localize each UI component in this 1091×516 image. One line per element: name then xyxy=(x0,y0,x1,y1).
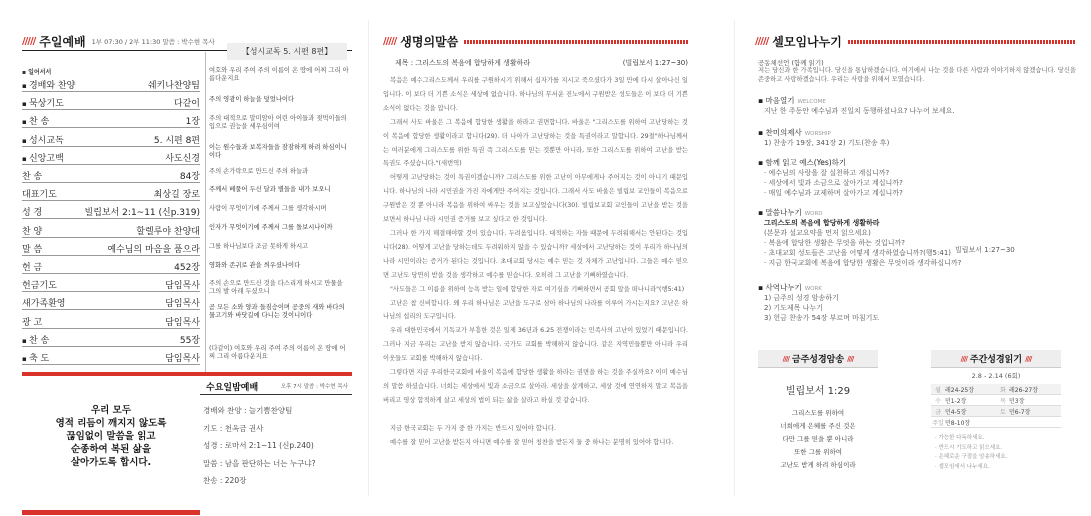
worship-order-row xyxy=(22,207,200,219)
worship-order-value: 452장 xyxy=(174,263,200,273)
responsive-line: 사람이 무엇이기에 주께서 그를 생각하시며 xyxy=(209,205,327,212)
worship-order-row xyxy=(22,171,200,183)
cell-section-heading xyxy=(758,207,1076,218)
cell-section xyxy=(758,207,1076,268)
worship-order-row xyxy=(22,116,200,128)
worship-order-row xyxy=(22,226,200,238)
cell-section-line: · 초대교회 성도들은 고난을 어떻게 생각하였습니까?(행5:41) xyxy=(764,249,952,257)
worship-schedule: 1부 07:30 / 2부 11:30 말씀 : 박수현 목사 xyxy=(91,38,215,46)
stand-up-label: ▪ 일어서서 xyxy=(22,69,52,76)
sermon-paragraph: 예수를 잘 믿어 고난을 받든지 아니면 예수를 잘 믿어 칭찬을 받든지 둘 중 하나는 분명히 있어야 합니다. xyxy=(390,438,674,446)
motto-line: 우리 모두 xyxy=(90,405,131,416)
wednesday-service-item: 찬송 : 220장 xyxy=(203,476,247,485)
responsive-line: 주의 영광이 하늘을 덮었나이다 xyxy=(209,96,295,103)
worship-order-value: 최상길 장로 xyxy=(153,190,200,201)
worship-order-label: 대표기도 xyxy=(22,190,57,201)
divider xyxy=(205,52,206,372)
bible-reading-header xyxy=(931,350,1061,368)
responsive-line: 주의 대적으로 말미암아 어린 아이들과 젖먹이들의 입으로 권능을 세우심이여 xyxy=(209,115,347,130)
header-slash-mark: //// xyxy=(960,354,967,363)
bible-reading-passage: 레24-25장 xyxy=(945,386,975,394)
worship-order-value: 사도신경 xyxy=(165,153,200,164)
cell-section-line: 2) 기도제목 나누기 xyxy=(764,304,823,312)
responsive-line: 여호와 우리 주여 주의 이름이 온 땅에 어찌 그리 아름다운지요 xyxy=(209,67,349,82)
bible-reading-passage: 민1-2장 xyxy=(945,397,967,405)
worship-order-value: 담임목사 xyxy=(165,299,200,310)
worship-order-value: 담임목사 xyxy=(165,281,200,292)
cell-section-line: 그리스도의 복음에 합당하게 생활하라 xyxy=(764,219,880,227)
worship-order-value: 쉐키나찬양팀 xyxy=(147,81,200,91)
worship-order-label: 성 경 xyxy=(22,208,43,219)
worship-order-value: 담임목사 xyxy=(165,354,200,364)
memory-verse-reference: 빌립보서 1:29 xyxy=(785,386,851,397)
cell-section-tag: WORSHIP xyxy=(804,131,831,137)
bible-reading-notes xyxy=(935,434,1061,472)
worship-order-label: ▪ 경배와 찬양 xyxy=(22,78,148,91)
sermon-reference: (빌립보서 1:27~30) xyxy=(622,59,688,67)
bible-reading-table xyxy=(931,384,1061,428)
cell-section-tag: WELCOME xyxy=(797,99,826,105)
memory-verse-line: 또한 그를 위하여 xyxy=(793,448,843,456)
worship-order-label: 광 고 xyxy=(22,317,43,328)
cell-section-line: (본문과 설교요약을 먼저 읽으세요) xyxy=(764,229,871,237)
cell-section-line: · 지금 한국교회에 복음에 합당한 생활은 무엇이라 생각하십니까? xyxy=(764,259,962,267)
cell-section-title: ▪ 함께 읽고 예스(Yes)하기 xyxy=(758,158,847,167)
worship-order-value: 빌립보서 2:1~11 (신p.319) xyxy=(84,208,200,219)
motto-line: 끊임없이 말씀을 읽고 xyxy=(66,431,156,442)
bible-reading-box xyxy=(931,350,1061,506)
cell-section-heading xyxy=(758,157,1076,168)
motto-block xyxy=(22,404,200,469)
worship-order-value: 담임목사 xyxy=(165,317,200,328)
worship-order-value: 55장 xyxy=(179,335,200,346)
worship-order-label: 말 씀 xyxy=(22,244,43,255)
memory-verse-line: 다만 그를 믿을 뿐 아니라 xyxy=(782,435,854,443)
bible-reading-passage: 민6-7장 xyxy=(1009,408,1031,416)
responsive-line: 곧 모든 소와 양과 들짐승이며 공중의 새와 바다의 물고기와 바닷길에 다니는 것이니이다 xyxy=(209,304,345,319)
sermon-paragraph: 우리 대한민국에서 기독교가 부흥한 것은 일제 36년과 6.25 전쟁이라는 민족사의 고난이 있었기 때문입니다. 그러나 지금 우리는 고난을 받지 않습니다. 국가도 교회를 박해하지 않습니다. 같은 지역민들뿐만 아니라 우리 이웃들도 교회를 박해하지 않습니다. xyxy=(383,327,688,363)
sermon-header xyxy=(383,33,688,50)
page-fold xyxy=(368,0,369,516)
accent-bar xyxy=(22,372,352,376)
cell-section xyxy=(758,157,1076,198)
accent-bar xyxy=(22,510,200,515)
sermon-paragraph: 복음은 예수그리스도께서 우리를 구원하시기 위해서 십자가를 지시고 죽으셨다가 3일 만에 다시 살아나신 일입니다. 이 보다 더 기쁜 소식은 세상에 없습니다. 하나님의 무서운 진노에서 구원받은 성도들은 이 보다 더 기쁜 소식이 없다는 것을 압니다. xyxy=(383,77,688,112)
cell-section xyxy=(758,282,1076,323)
sermon-body xyxy=(383,74,688,450)
cell-section xyxy=(758,127,1076,148)
responsive-reading-title: 【성시교독 5. 시편 8편】 xyxy=(227,43,347,60)
sermon-paragraph: 그렇다면 지금 우리한국교회에 바울이 복음에 합당한 생활을 하라는 권면을 하는 것을 주실까요? 이미 예수님의 말씀 하셨습니다. 너희는 세상에서 빛과 소금으로 살아라. 세상을 살게하고, 세상 것에 연연하지 말고 복음을 버리고 영상 합적하게 살고 세상의 법이 되는 삶을 살라고 하실 것 같습니다. xyxy=(383,369,688,404)
memory-verse-title: 금주성경암송 xyxy=(791,355,845,365)
cell-section-heading xyxy=(758,95,1076,106)
worship-order-row xyxy=(22,335,200,347)
bible-reading-day: 주일 xyxy=(932,419,944,427)
worship-order-label: 찬 양 xyxy=(22,226,43,237)
bible-reading-note: · 가능한 다독하세요. xyxy=(935,435,985,441)
word-reference: 빌립보서 1:27~30 xyxy=(955,246,1015,254)
cell-section-line: · 복음에 합당한 생활은 무엇을 하는 것입니까? xyxy=(764,239,906,247)
memory-verse-line: 너희에게 은혜를 주신 것은 xyxy=(780,422,856,430)
bible-reading-row xyxy=(931,395,1061,406)
worship-order-label: 찬 송 xyxy=(22,172,43,182)
cell-section-line: 1) 금주의 성경 암송하기 xyxy=(764,294,839,302)
cell-section-heading xyxy=(758,127,1076,138)
cell-section xyxy=(758,95,1076,116)
responsive-line: (다같이) 여호와 우리 주여 주의 이름이 온 땅에 어찌 그리 아름다운지요 xyxy=(209,345,346,360)
worship-order-row xyxy=(22,135,200,147)
cell-section-line: 1) 찬송가 19장, 341장 2) 기도(찬송 후) xyxy=(764,139,890,147)
worship-order-label: ▪ 축 도 xyxy=(22,351,165,364)
sermon-paragraph: "사도들은 그 이름을 위하여 능욕 받는 일에 합당한 자로 여기심을 기뻐하면서 공회 앞을 떠나니라"(행5:41) xyxy=(390,285,685,293)
worship-order-label: 헌금기도 xyxy=(22,281,57,292)
memory-verse-text xyxy=(758,407,878,472)
worship-order-row xyxy=(22,153,200,165)
worship-order-row xyxy=(22,244,200,256)
declaration-title: 공동체선언 (함께 읽기) xyxy=(758,59,824,67)
cell-section-title: ▪ 말씀나누기 xyxy=(758,208,802,217)
bible-reading-row xyxy=(931,417,1061,428)
bible-reading-title: 주간성경읽기 xyxy=(969,355,1023,365)
bible-reading-note: · 반드시 기도하고 읽으세요. xyxy=(935,444,1003,451)
worship-order-label: ▪ 찬 송 xyxy=(22,333,180,346)
worship-order-value: 1장 xyxy=(185,117,200,128)
wednesday-service-time: 오후 7시 말씀 : 박수현 목사 xyxy=(280,384,348,390)
cell-section-title: ▪ 사역나누기 xyxy=(758,283,802,292)
sermon-title: 생명의말씀 xyxy=(400,35,459,49)
bible-reading-passage: 민3장 xyxy=(1009,397,1025,405)
bible-reading-passage: 민8-10장 xyxy=(945,419,971,427)
worship-order-row xyxy=(22,353,200,365)
header-slash-mark: //// xyxy=(1025,354,1032,363)
cell-section-line: · 매일 예수님과 교제하며 살아가고 계십니까? xyxy=(764,189,903,197)
sermon-paragraph: 어떻게 고난당하는 것이 특권이겠습니까? 그리스도를 위한 고난이 아무에게나 주어지는 것이 아니기 때문입니다. 하나님의 나라 시민권을 가진 자에게만 주어지는 것입니다. 그래서 사도 바울은 빌립보 교인들이 복음으로 구원받은 것 뿐 아니라 복음을 위하여 싸우는 것을 보고싶었습니다(30). 빌립보교회 교인들이 고난을 받는 것을 보면서 하나님 나라 시민권 증거를 보고 싶다고 한 것입니다. xyxy=(383,174,688,224)
header-slash-mark: ///// xyxy=(22,36,36,47)
wednesday-service-header xyxy=(200,378,352,395)
header-slash-mark: //// xyxy=(847,354,854,363)
cell-section-line: 3) 헌금 찬송가 54장 부르며 마침기도 xyxy=(764,314,880,322)
worship-order-label: ▪ 찬 송 xyxy=(22,114,186,127)
motto-line: 살아가도록 합시다. xyxy=(70,457,152,468)
bible-reading-day: 토 xyxy=(1000,408,1006,416)
cell-section-title: ▪ 찬미의제사 xyxy=(758,128,802,137)
responsive-line: 그를 하나님보다 조금 못하게 하시고 xyxy=(209,243,309,250)
memory-verse-line: 고난도 받게 하려 하심이라 xyxy=(780,461,856,469)
worship-order-value: 5. 시편 8편 xyxy=(153,135,200,146)
cell-section-tag: WORK xyxy=(804,286,822,292)
worship-order-label: 헌 금 xyxy=(22,263,43,273)
cell-section-tag: WORD xyxy=(804,211,823,217)
worship-order-value: 할렐루야 찬양대 xyxy=(136,226,200,237)
bible-reading-note: · 은혜로운 구절을 암송하세요. xyxy=(935,454,1008,460)
cell-header xyxy=(755,33,1075,50)
bible-reading-row xyxy=(931,384,1061,395)
worship-order-row xyxy=(22,280,200,292)
sermon-paragraph: 지금 한국교회는 두 가지 중 한 가지는 반드시 있어야 합니다. xyxy=(390,424,557,432)
sermon-subject: 제목 : 그리스도의 복음에 합당하게 생활하라 xyxy=(395,59,531,67)
bulletin-panel-cell xyxy=(755,0,1075,516)
motto-line: 순종하여 복된 삶을 xyxy=(70,444,152,455)
cell-section-line: 지난 한 주동안 예수님과 진일치 동행하셨나요? 나누어 보세요. xyxy=(764,107,955,115)
sermon-paragraph: 고난은 참 신비합니다. 왜 우리 하나님은 고난을 도구로 삼아 하나님의 나라를 이루어 가시는지요? 고난은 하나님의 섭리의 도구입니다. xyxy=(383,299,688,321)
worship-order-label: ▪ 묵상기도 xyxy=(22,96,174,109)
bible-reading-day: 수 xyxy=(935,397,941,405)
responsive-line: 인자가 무엇이기에 주께서 그를 돌보시나이까 xyxy=(209,224,333,231)
header-slash-mark: ///// xyxy=(383,36,397,47)
responsive-line: 영화와 존귀로 관을 씌우셨나이다 xyxy=(209,262,301,269)
bible-reading-passage: 민4-5장 xyxy=(945,408,967,416)
bible-reading-day: 금 xyxy=(935,408,941,416)
header-rule xyxy=(464,40,688,44)
worship-order-label: ▪ 성시교독 xyxy=(22,133,154,146)
sermon-paragraph: 그러나 한 가지 해결해야할 것이 있습니다. 두려움입니다. 대적하는 자들 때문에 두려워해서는 안된다는 것입니다(28). 어떻게 고난을 당하는데도 두려워하지 않을 수 있습니까? 세상에서 고난당하는 것이 우리가 하나님의 나라 시민이라는 증거가 된다는 것입니다. 초대교회 당시는 예수 믿는 것 자체가 고난입니다. 그들은 예수 믿으면 고난도 당연히 받을 것을 생각하고 예수를 믿습니다. 오히려 그 고난을 기뻐하였습니다. xyxy=(383,229,688,279)
memory-verse-header xyxy=(758,350,878,368)
wednesday-service-title: 수요일밤예배 xyxy=(206,382,259,393)
bible-reading-day: 목 xyxy=(1000,397,1006,405)
worship-order-value: 예수님의 마음을 품으라 xyxy=(107,244,200,255)
header-slash-mark: //// xyxy=(782,354,789,363)
page-title: 주일예배 xyxy=(39,35,86,49)
motto-line: 영적 리듬이 깨지지 않도록 xyxy=(55,418,167,429)
worship-order-row xyxy=(22,189,200,201)
cell-section-heading xyxy=(758,282,1076,293)
cell-title: 셀모임나누기 xyxy=(772,35,842,49)
bible-reading-passage: 레26-27장 xyxy=(1009,386,1039,394)
worship-order-row xyxy=(22,298,200,310)
memory-verse-line: 그리스도를 위하여 xyxy=(791,409,845,417)
wednesday-service-item: 기도 : 천옥금 권사 xyxy=(203,423,264,433)
declaration-text: 저는 당신과 한 가족입니다. 당신을 통납하겠습니다. 여기에서 나눈 것을 다른 사람과 이야기하지 않겠습니다. 당신을 존중하고 사랑하겠습니다. 우리는 사랑을 위해서 모였습니다. xyxy=(758,67,1076,83)
cell-section-title: ▪ 마음열기 xyxy=(758,96,795,105)
cell-section-line: · 예수님의 사랑을 잘 실천하고 계십니까? xyxy=(764,169,890,177)
cell-section-line: · 세상에서 빛과 소금으로 살아가고 계십니까? xyxy=(764,179,903,187)
worship-order-row xyxy=(22,80,200,92)
page-fold xyxy=(734,0,735,516)
worship-order-value: 다같이 xyxy=(173,99,200,110)
header-rule xyxy=(848,40,1075,44)
header-slash-mark: ///// xyxy=(755,36,769,47)
responsive-line: 주의 손으로 만드신 것을 다스리게 하시고 만물을 그의 발 아래 두셨으니 xyxy=(209,280,343,295)
wednesday-service-item: 경배와 찬양 : 늘기쁨찬양팀 xyxy=(203,406,293,415)
worship-order-value: 84장 xyxy=(179,172,200,182)
bible-reading-day: 화 xyxy=(1000,386,1006,394)
memory-verse-box xyxy=(758,350,878,506)
bulletin-panel-sermon xyxy=(383,0,688,516)
responsive-line: 주께서 베풀어 두신 달과 별들을 내가 보오니 xyxy=(209,186,331,193)
responsive-line: 이는 원수들과 보복자들을 잠잠하게 하려 하심이니이다 xyxy=(209,144,347,159)
sermon-paragraph: 그래서 사도 바울은 그 복음에 합당한 생활을 하라고 권면합니다. 바울은 "그리스도를 위하여 고난당하는 것이 복음에 합당한 생활이라고 합니다(29). 더 나아가 고난당하는 것을 특권이라고 말합니다. 29절"하나님께서는 여러분에게 그리스도를 위한 특권 즉 그리스도를 믿는 것뿐만 아니라, 또한 그리스도를 위하여 고난을 받는 특권도 주셨습니다."(새번역) xyxy=(383,118,688,168)
worship-order-row xyxy=(22,262,200,274)
bible-reading-row xyxy=(931,406,1061,417)
bible-reading-day: 월 xyxy=(935,386,941,394)
wednesday-service-item: 성경 : 로마서 2:1~11 (신p.240) xyxy=(203,441,314,450)
bible-reading-dates: 2.8 - 2.14 (6회) xyxy=(971,372,1021,380)
bible-reading-note: · 셀모임에서 나누세요. xyxy=(935,463,990,470)
worship-order-row xyxy=(22,98,200,110)
worship-order-label: 새가족환영 xyxy=(22,299,66,310)
worship-order-label: ▪ 신앙고백 xyxy=(22,151,165,164)
responsive-line: 주의 손가락으로 만드신 주의 하늘과 xyxy=(209,168,309,175)
wednesday-service-item: 말씀 : 남을 판단하는 너는 누구냐? xyxy=(203,458,316,468)
worship-order-row xyxy=(22,317,200,329)
bulletin-panel-worship xyxy=(22,0,352,516)
